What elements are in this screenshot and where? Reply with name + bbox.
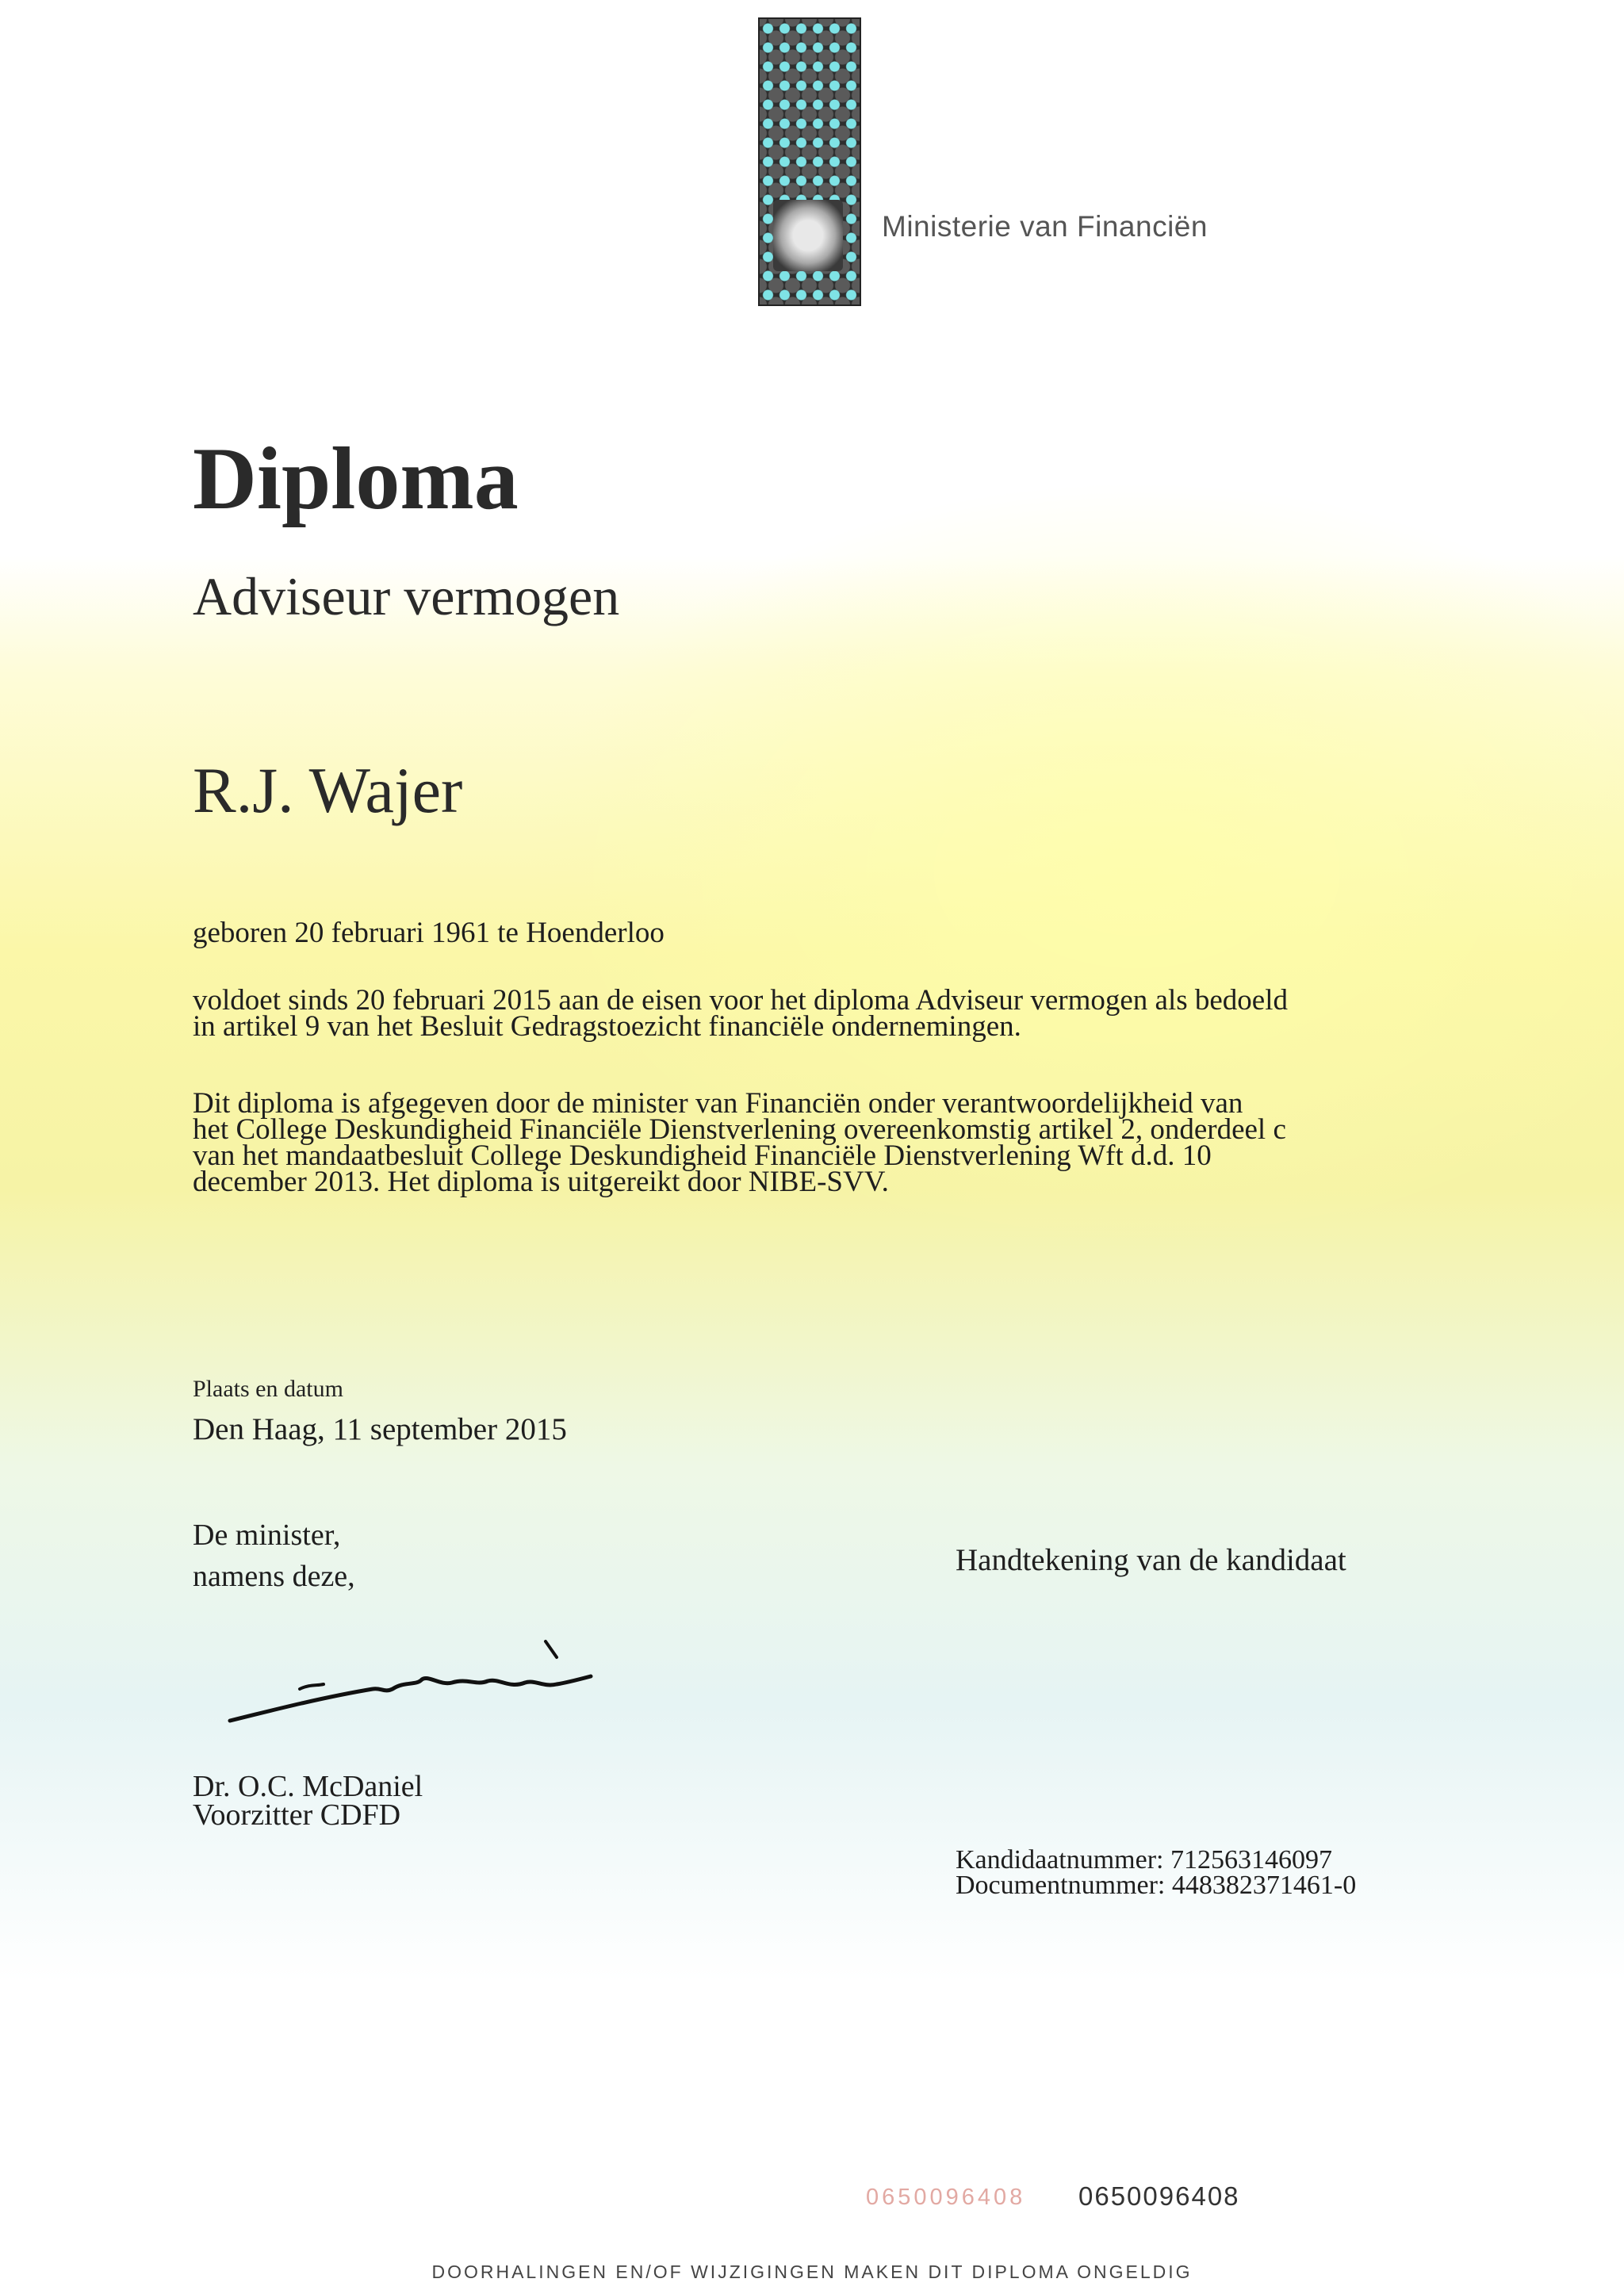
minister-block: [193, 1515, 355, 1597]
recipient-name: R.J. Wajer: [193, 754, 463, 826]
paragraph-line: december 2013. Het diploma is uitgereikt door NIBE-SVV.: [193, 1166, 889, 1198]
birth-line: geboren 20 februari 1961 te Hoenderloo: [193, 917, 665, 949]
candidate-number: Kandidaatnummer: 712563146097: [956, 1845, 1332, 1875]
signer-name: Dr. O.C. McDaniel: [193, 1770, 423, 1803]
coat-of-arms-icon: [773, 200, 843, 271]
requirements-paragraph: [193, 984, 1501, 1043]
signature-icon: [214, 1633, 626, 1737]
paragraph-line: in artikel 9 van het Besluit Gedragstoezicht financiële ondernemingen.: [193, 1010, 1021, 1043]
paragraph-line: het College Deskundigheid Financiële Dienstverlening overeenkomstig artikel 2, onderdeel c: [193, 1113, 1286, 1146]
paragraph-line: van het mandaatbesluit College Deskundigheid Financiële Dienstverlening Wft d.d. 10: [193, 1139, 1212, 1172]
serial-number: 0650096408: [1078, 2181, 1240, 2211]
validity-disclaimer: DOORHALINGEN EN/OF WIJZIGINGEN MAKEN DIT DIPLOMA ONGELDIG: [431, 2261, 1193, 2282]
ministry-name: Ministerie van Financiën: [882, 210, 1208, 243]
minister-line: De minister,: [193, 1518, 341, 1552]
identifiers: [956, 1845, 1357, 1900]
place-date-value: Den Haag, 11 september 2015: [193, 1412, 567, 1446]
serial-number-faint: 0650096408: [866, 2185, 1026, 2210]
paragraph-line: Dit diploma is afgegeven door de minister van Financiën onder verantwoordelijkheid van: [193, 1087, 1243, 1120]
candidate-signature-label: Handtekening van de kandidaat: [956, 1543, 1346, 1577]
issuance-paragraph: [193, 1087, 1501, 1198]
diploma-title: Diploma: [193, 430, 519, 528]
place-date-label: Plaats en datum: [193, 1376, 343, 1402]
signer-title: Voorzitter CDFD: [193, 1798, 401, 1832]
document-number: Documentnummer: 448382371461-0: [956, 1871, 1357, 1900]
paragraph-line: voldoet sinds 20 februari 2015 aan de eisen voor het diploma Adviseur vermogen als bedoeld: [193, 984, 1288, 1017]
signer-block: [193, 1770, 423, 1832]
minister-line: namens deze,: [193, 1560, 355, 1593]
diploma-subtitle: Adviseur vermogen: [193, 566, 620, 626]
